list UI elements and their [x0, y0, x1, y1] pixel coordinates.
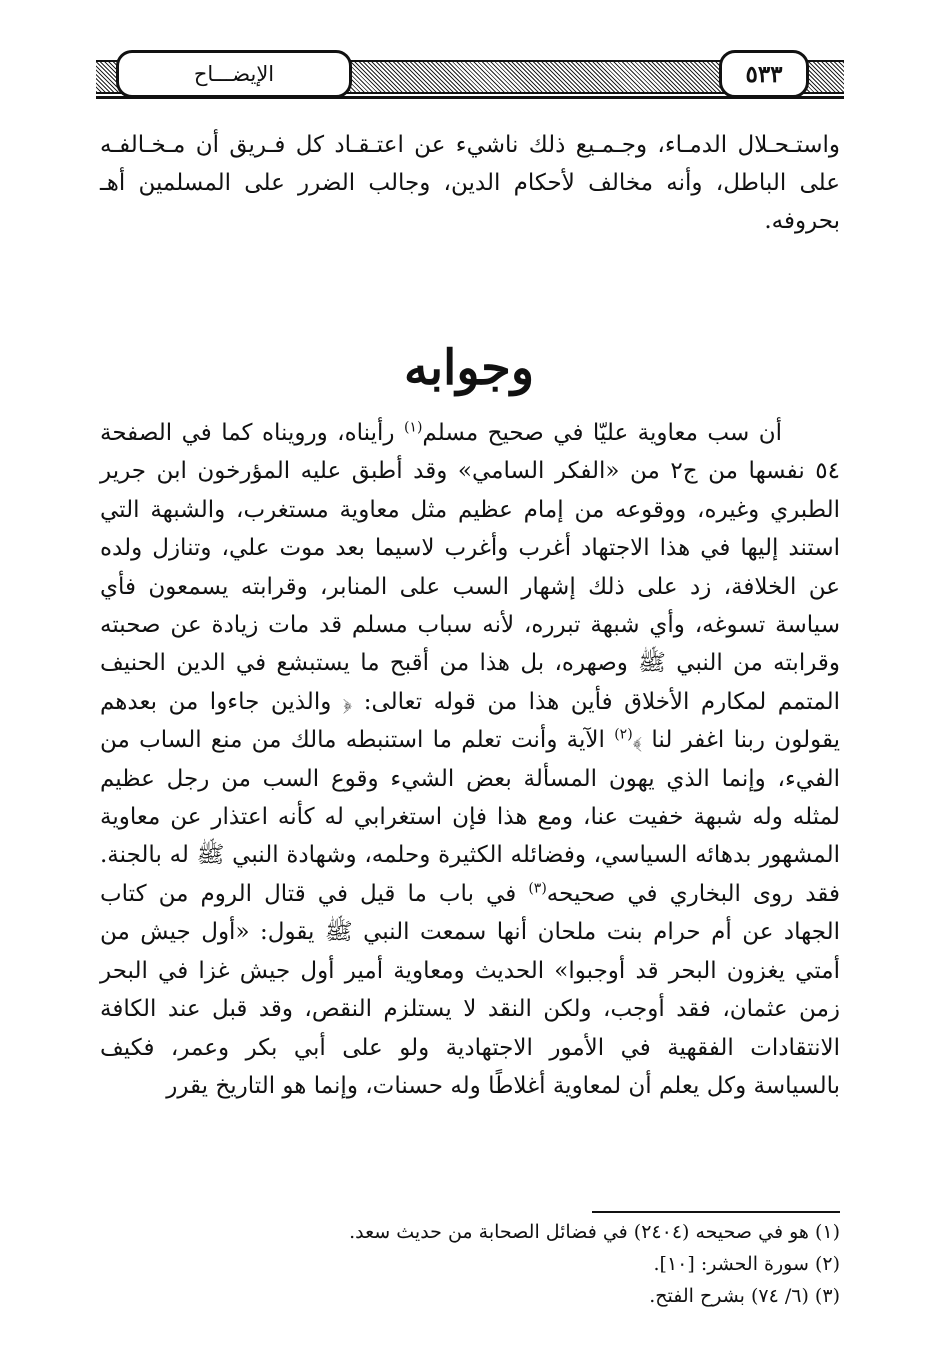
running-title: الإيضـــاح: [116, 50, 352, 98]
intro-paragraph: واستـحـلال الدمـاء، وجـمـيع ذلك ناشيء عن اعتـقـاد كل فـريق أن مـخـالفـه على الباطل، وأنه مخالف لأحكام الدين، وجالب الضرر على المسلمين أهـ بحروفه.: [100, 132, 840, 234]
footnote-3: (٣) (٦/ ٧٤) بشرح الفتح.: [649, 1285, 840, 1307]
footnote-ref-3: (٣): [528, 880, 547, 897]
body-text-part-1: أن سب معاوية عليّا في صحيح مسلم: [422, 420, 782, 446]
page-header: [96, 46, 844, 108]
page-number: ٥٣٣: [719, 50, 809, 98]
footnote-1: (١) هو في صحيحه (٢٤٠٤) في فضائل الصحابة من حديث سعد.: [349, 1221, 840, 1243]
body-paragraph: [100, 414, 840, 1105]
body-text-part-2: رأيناه، ورويناه كما في الصفحة ٥٤ نفسها من ج٢ من «الفكر السامي» وقد أطبق عليه المؤرخون ابن جرير الطبري وغيره، ووقوعه من إمام عظيم مثل معاوية مستغرب، والشبهة التي استند إليها في هذا الاجتهاد أغرب وأغرب لاسيما بعد موت علي، وتنازل ولده عن الخلافة، زد على ذلك إشهار السب على المنابر، وقرابته يسمعون فأي سياسة تسوغه، وأي شبهة تبرره، لأنه سباب مسلم قد مات زيادة عن صحبته وقرابته من النبي ﷺ وصهره، بل هذا من أقبح ما يستبشع في الدين الحنيف المتمم لمكارم الأخلاق فأين هذا من قوله تعالى: ﴿ والذين جاءوا من بعدهم يقولون ربنا اغفر لنا ﴾: [100, 420, 841, 754]
footnote-separator: [592, 1211, 840, 1213]
footnotes: [100, 1216, 840, 1312]
footnote-ref-1: (١): [403, 419, 423, 436]
footnote-ref-2: (٢): [614, 726, 633, 743]
body-text-part-4: في باب ما قيل في قتال الروم من كتاب الجهاد عن أم حرام بنت ملحان أنها سمعت النبي ﷺ يقول: «أول جيش من أمتي يغزون البحر قد أوجبوا» الحديث ومعاوية أمير أول جيش غزا في البحر زمن عثمان، فقد أوجب، ولكن النقد لا يستلزم النقص، وقد قبل عند الكافة الانتقادات الفقهية في الأمور الاجتهادية ولو على أبي بكر وعمر، فكيف بالسياسة وكل يعلم أن لمعاوية أغلاطًا وله حسنات، وإنما هو التاريخ يقرر: [100, 880, 840, 1099]
section-heading: وجوابه: [403, 340, 535, 396]
body-text-part-3: الآية وأنت تعلم ما استنبطه مالك من منع الساب من الفيء، وإنما الذي يهون المسألة بعض الشيء وقوع السب من رجل عظيم لمثله وله شبهة خفيت عنا، ومع هذا فإن استغرابي له كأنه اعتذار عن معاوية المشهور بدهائه السياسي، وفضائله الكثيرة وحلمه، وشهادة النبي ﷺ له بالجنة. فقد روى البخاري في صحيحه: [100, 727, 841, 907]
footnote-2: (٢) سورة الحشر: [١٠].: [653, 1253, 840, 1275]
